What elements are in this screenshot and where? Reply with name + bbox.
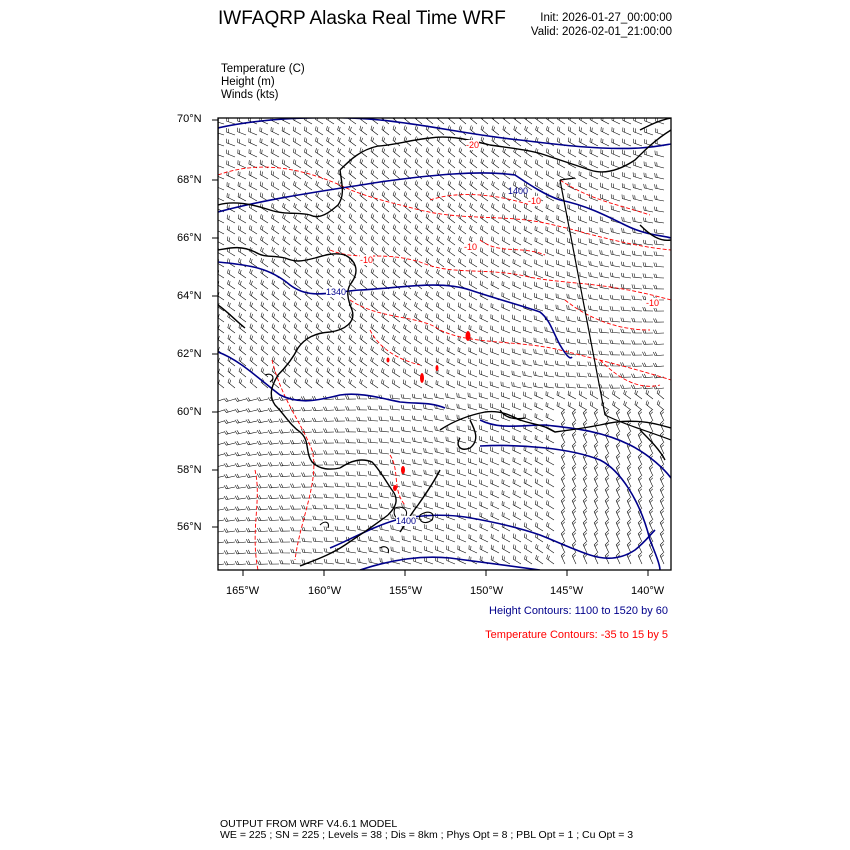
temperature-contour-label: -10 <box>360 255 374 265</box>
lat-label: 70°N <box>177 113 202 125</box>
lon-label: 140°W <box>631 585 665 597</box>
valid-time: Valid: 2026-02-01_21:00:00 <box>530 26 672 38</box>
lon-label: 150°W <box>470 585 504 597</box>
height-contours-note: Height Contours: 1100 to 1520 by 60 <box>489 605 668 617</box>
height-contour-label: 1340 <box>326 287 347 297</box>
map-title: IWFAQRP Alaska Real Time WRF <box>218 8 506 29</box>
height-contour-label: 1400 <box>396 516 417 526</box>
lat-label: 64°N <box>177 290 202 302</box>
lon-label: 165°W <box>226 585 260 597</box>
temperature-contour-label: -20 <box>466 140 480 150</box>
lon-label: 160°W <box>308 585 342 597</box>
field-temperature: Temperature (C) <box>221 63 305 75</box>
temperature-contours-note: Temperature Contours: -35 to 15 by 5 <box>485 629 668 641</box>
lat-label: 58°N <box>177 464 202 476</box>
lat-label: 66°N <box>177 232 202 244</box>
model-footer-title: OUTPUT FROM WRF V4.6.1 MODEL <box>220 818 398 830</box>
field-height: Height (m) <box>221 76 275 88</box>
lon-label: 155°W <box>389 585 423 597</box>
init-time: Init: 2026-01-27_00:00:00 <box>540 12 672 24</box>
model-footer-config: WE = 225 ; SN = 225 ; Levels = 38 ; Dis = 8km ; Phys Opt = 8 ; PBL Opt = 1 ; Cu Opt = 3 <box>220 829 634 841</box>
lat-label: 62°N <box>177 348 202 360</box>
field-winds: Winds (kts) <box>221 89 279 101</box>
lat-label: 60°N <box>177 406 202 418</box>
lat-label: 68°N <box>177 174 202 186</box>
temperature-contour-label: -10 <box>464 242 478 252</box>
lon-label: 145°W <box>550 585 584 597</box>
temperature-contour-label: -10 <box>528 196 542 206</box>
temperature-contour-label: -10 <box>646 298 660 308</box>
height-contour-label: 1400 <box>508 186 529 196</box>
lat-label: 56°N <box>177 521 202 533</box>
